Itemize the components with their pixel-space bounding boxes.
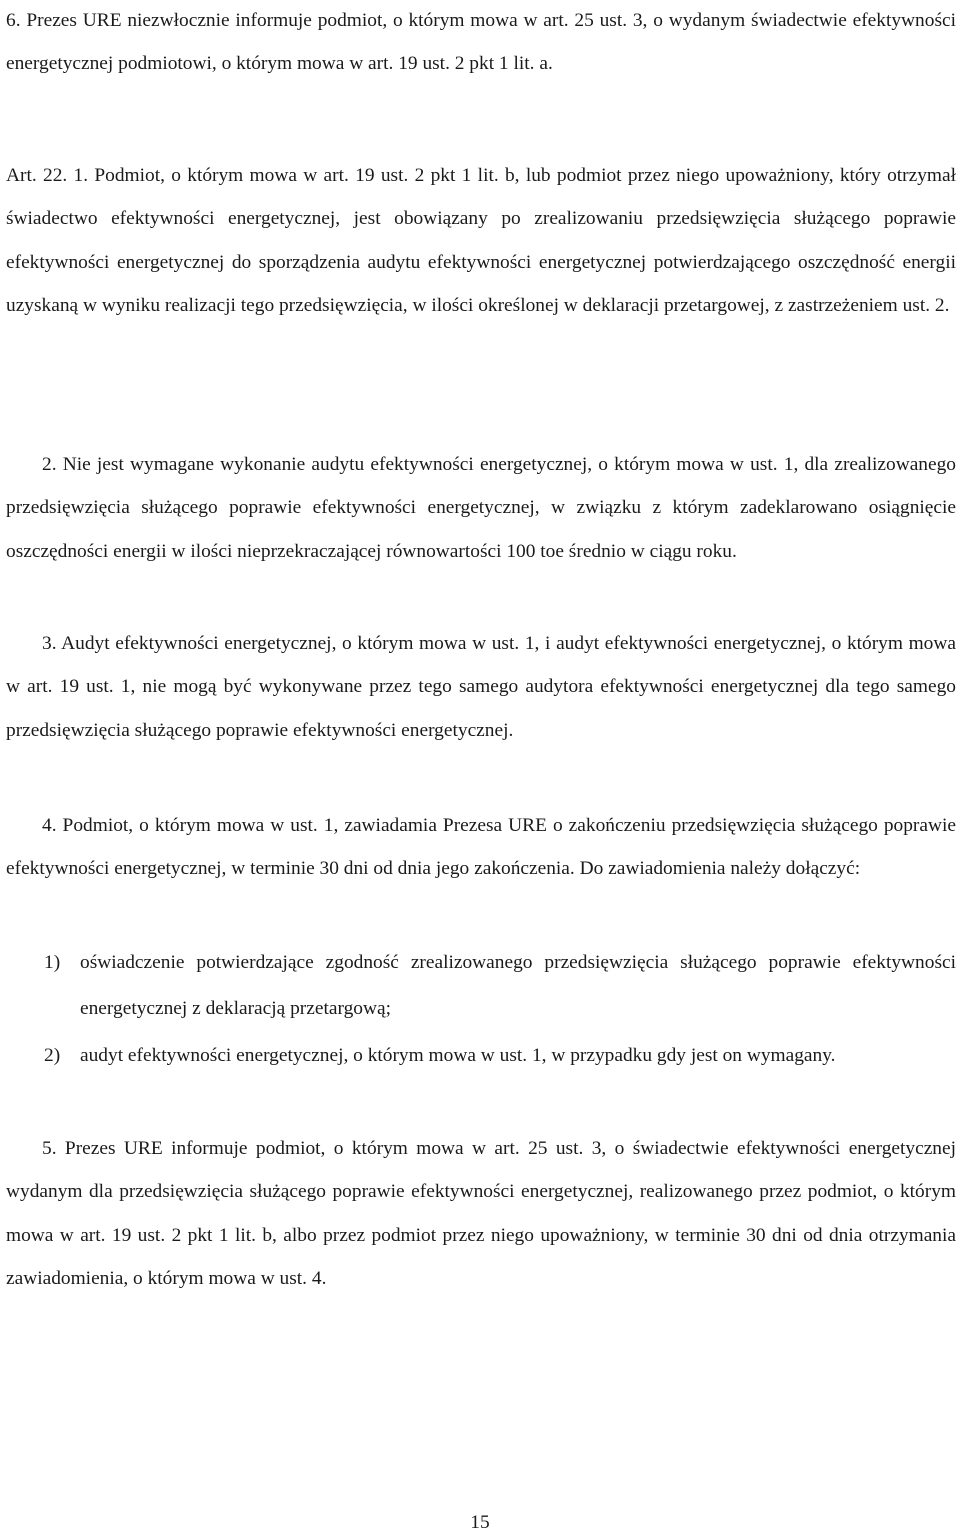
document-page bbox=[6, 0, 956, 1537]
list-item-number: 2) bbox=[44, 1045, 61, 1066]
paragraph-art22-4: 4. Podmiot, o którym mowa w ust. 1, zawiadamia Prezesa URE o zakończeniu przedsięwzięcia służącego poprawie efektywności energetycznej, w terminie 30 dni od dnia jego zakończenia. Do zawiadomienia należy dołączyć: bbox=[6, 815, 956, 880]
list-item-text: oświadczenie potwierdzające zgodność zrealizowanego przedsięwzięcia służącego poprawie efektywności energetycznej z deklaracją przetargową; bbox=[80, 952, 956, 1019]
list-item-number: 1) bbox=[44, 952, 61, 973]
page-number: 15 bbox=[470, 1512, 490, 1533]
paragraph-art22-2: 2. Nie jest wymagane wykonanie audytu efektywności energetycznej, o którym mowa w ust. 1, dla zrealizowanego przedsięwzięcia służącego poprawie efektywności energetycznej, w związku z którym zadeklarowano osiągnięcie oszczędności energii w ilości nieprzekraczającej równowartości 100 toe średnio w ciągu roku. bbox=[6, 454, 956, 562]
paragraph-section-6: 6. Prezes URE niezwłocznie informuje podmiot, o którym mowa w art. 25 ust. 3, o wydanym świadectwie efektywności energetycznej podmiotowi, o którym mowa w art. 19 ust. 2 pkt 1 lit. a. bbox=[6, 10, 956, 74]
paragraph-art22-3: 3. Audyt efektywności energetycznej, o którym mowa w ust. 1, i audyt efektywności energetycznej, o którym mowa w art. 19 ust. 1, nie mogą być wykonywane przez tego samego audytora efektywności energetycznej dla tego samego przedsięwzięcia służącego poprawie efektywności energetycznej. bbox=[6, 633, 956, 741]
list-item-text: audyt efektywności energetycznej, o którym mowa w ust. 1, w przypadku gdy jest on wymagany. bbox=[80, 1045, 836, 1066]
paragraph-art22-1: Art. 22. 1. Podmiot, o którym mowa w art. 19 ust. 2 pkt 1 lit. b, lub podmiot przez niego upoważniony, który otrzymał świadectwo efektywności energetycznej, jest obowiązany po zrealizowaniu przedsięwzięcia służącego poprawie efektywności energetycznej do sporządzenia audytu efektywności energetycznej potwierdzającego oszczędność energii uzyskaną w wyniku realizacji tego przedsięwzięcia, w ilości określonej w deklaracji przetargowej, z zastrzeżeniem ust. 2. bbox=[6, 165, 956, 316]
paragraph-art22-5: 5. Prezes URE informuje podmiot, o którym mowa w art. 25 ust. 3, o świadectwie efektywności energetycznej wydanym dla przedsięwzięcia służącego poprawie efektywności energetycznej, realizowanego przez podmiot, o którym mowa w art. 19 ust. 2 pkt 1 lit. b, albo przez podmiot przez niego upoważniony, w terminie 30 dni od dnia otrzymania zawiadomienia, o którym mowa w ust. 4. bbox=[6, 1138, 956, 1289]
